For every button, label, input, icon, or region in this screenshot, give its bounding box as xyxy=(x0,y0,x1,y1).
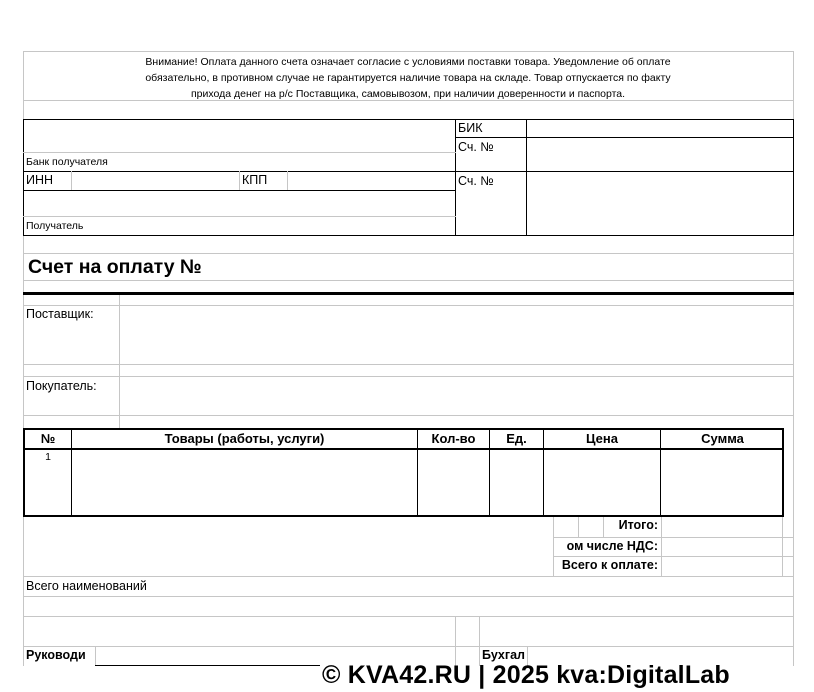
signature-line xyxy=(95,665,320,666)
grid-line xyxy=(23,280,794,281)
account-label: Сч. № xyxy=(458,174,494,188)
grid-line xyxy=(287,171,288,190)
grid-line xyxy=(23,364,794,365)
accountant-signature-label: Бухгал xyxy=(482,649,525,662)
bank-block-border xyxy=(23,119,794,120)
column-header-price: Цена xyxy=(586,431,618,446)
grid-line xyxy=(553,556,794,557)
grid-line xyxy=(455,616,456,666)
grid-line xyxy=(661,517,662,576)
grid-line xyxy=(23,376,794,377)
grid-line xyxy=(23,253,794,254)
invoice-title: Счет на оплату № xyxy=(28,256,202,278)
grid-line xyxy=(23,576,794,577)
bank-block-border xyxy=(23,190,456,191)
grid-line xyxy=(479,616,480,666)
total-label: Итого: xyxy=(618,518,658,532)
bank-block-border xyxy=(23,235,794,236)
total-to-pay-label: Всего к оплате: xyxy=(561,559,658,572)
grid-line xyxy=(239,171,240,190)
bank-block-border xyxy=(23,119,24,236)
grid-line xyxy=(23,152,456,153)
notice-line: обязательно, в противном случае не гарантируется наличие товара на складе. Товар отпускается по факту xyxy=(145,72,671,84)
grid-line xyxy=(23,305,794,306)
grid-line xyxy=(553,537,794,538)
column-header-unit: Ед. xyxy=(506,431,527,446)
title-underline xyxy=(23,292,794,295)
payment-notice xyxy=(30,54,786,102)
notice-line: Внимание! Оплата данного счета означает согласие с условиями поставки товара. Уведомление об оплате xyxy=(145,56,671,68)
grid-line xyxy=(23,616,794,617)
table-row-number: 1 xyxy=(45,451,51,463)
kpp-label: КПП xyxy=(242,173,268,187)
column-header-qty: Кол-во xyxy=(431,431,476,446)
bank-block-border xyxy=(455,137,794,138)
grid-line xyxy=(782,517,783,576)
grid-line xyxy=(23,216,456,217)
grid-line xyxy=(95,646,96,666)
items-header-border xyxy=(23,448,784,450)
bank-block-border xyxy=(23,171,794,172)
recipient-label: Получатель xyxy=(26,220,84,232)
grid-line xyxy=(578,517,579,537)
column-header-num: № xyxy=(40,431,56,446)
items-count-label: Всего наименований xyxy=(26,579,147,593)
vat-label: ом числе НДС: xyxy=(566,540,658,553)
column-header-sum: Сумма xyxy=(701,431,744,446)
grid-line xyxy=(23,646,794,647)
grid-line xyxy=(71,171,72,190)
inn-label: ИНН xyxy=(26,173,54,187)
supplier-label: Поставщик: xyxy=(26,307,94,321)
recipient-bank-label: Банк получателя xyxy=(26,156,108,168)
grid-line xyxy=(23,596,794,597)
bik-label: БИК xyxy=(458,121,483,135)
column-header-goods: Товары (работы, услуги) xyxy=(164,431,325,446)
notice-line: прихода денег на р/с Поставщика, самовывозом, при наличии доверенности и паспорта. xyxy=(190,88,626,100)
grid-line xyxy=(23,51,794,52)
account-label: Сч. № xyxy=(458,140,494,154)
grid-line xyxy=(23,415,794,416)
buyer-label: Покупатель: xyxy=(26,379,97,393)
head-signature-label: Руководи xyxy=(26,649,86,662)
watermark: © KVA42.RU | 2025 kva:DigitalLab xyxy=(322,661,730,689)
grid-line xyxy=(119,295,120,428)
